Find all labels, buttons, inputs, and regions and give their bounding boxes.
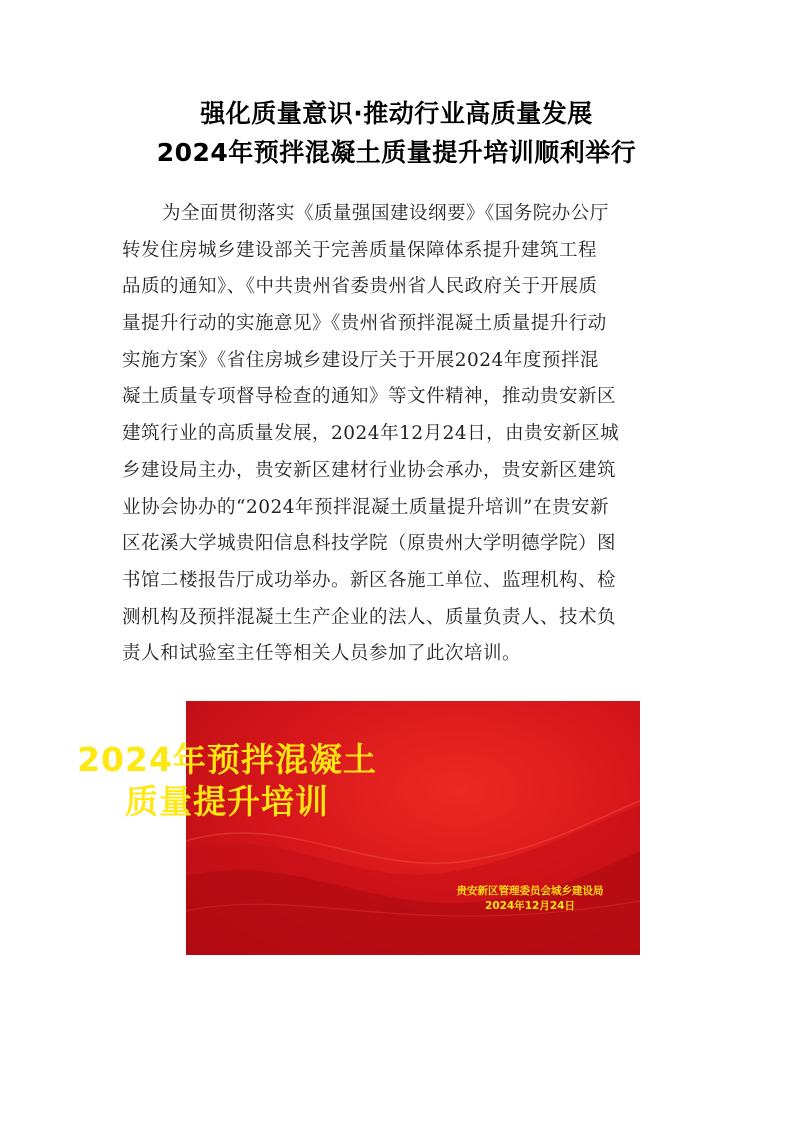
banner-title-line-1: 2024年预拌混凝土 [77,740,377,779]
banner-organizer: 贵安新区管理委员会城乡建设局 [456,885,604,897]
body-line: 业协会协办的“2024年预拌混凝土质量提升培训”在贵安新 [122,496,609,518]
body-line: 品质的通知》、《中共贵州省委贵州省人民政府关于开展质 [122,276,598,298]
body-line: 转发住房城乡建设部关于完善质量保障体系提升建筑工程 [122,239,598,261]
body-line: 为全面贯彻落实《质量强国建设纲要》《国务院办公厅 [162,203,609,224]
article-title-line-1: 强化质量意识·推动行业高质量发展 [200,99,593,128]
body-line: 测机构及预拌混凝土生产企业的法人、质量负责人、技术负 [122,606,617,628]
body-line: 区花溪大学城贵阳信息科技学院（原贵州大学明德学院）图 [122,533,617,555]
body-line: 建筑行业的高质量发展，2024年12月24日，由贵安新区城 [122,423,620,445]
article-title-line-2: 2024年预拌混凝土质量提升培训顺利举行 [156,138,637,167]
body-line: 实施方案》《省住房城乡建设厅关于开展2024年度预拌混 [122,349,599,371]
body-line: 量提升行动的实施意见》《贵州省预拌混凝土质量提升行动 [122,313,607,335]
body-line: 凝土质量专项督导检查的通知》等文件精神，推动贵安新区 [122,386,617,408]
banner-title-line-2: 质量提升培训 [125,782,329,821]
body-line: 乡建设局主办，贵安新区建材行业协会承办，贵安新区建筑 [122,459,617,481]
banner-date: 2024年12月24日 [485,900,575,912]
body-line: 书馆二楼报告厅成功举办。新区各施工单位、监理机构、检 [122,569,617,591]
body-line: 责人和试验室主任等相关人员参加了此次培训。 [122,643,522,665]
article-body [122,196,690,673]
